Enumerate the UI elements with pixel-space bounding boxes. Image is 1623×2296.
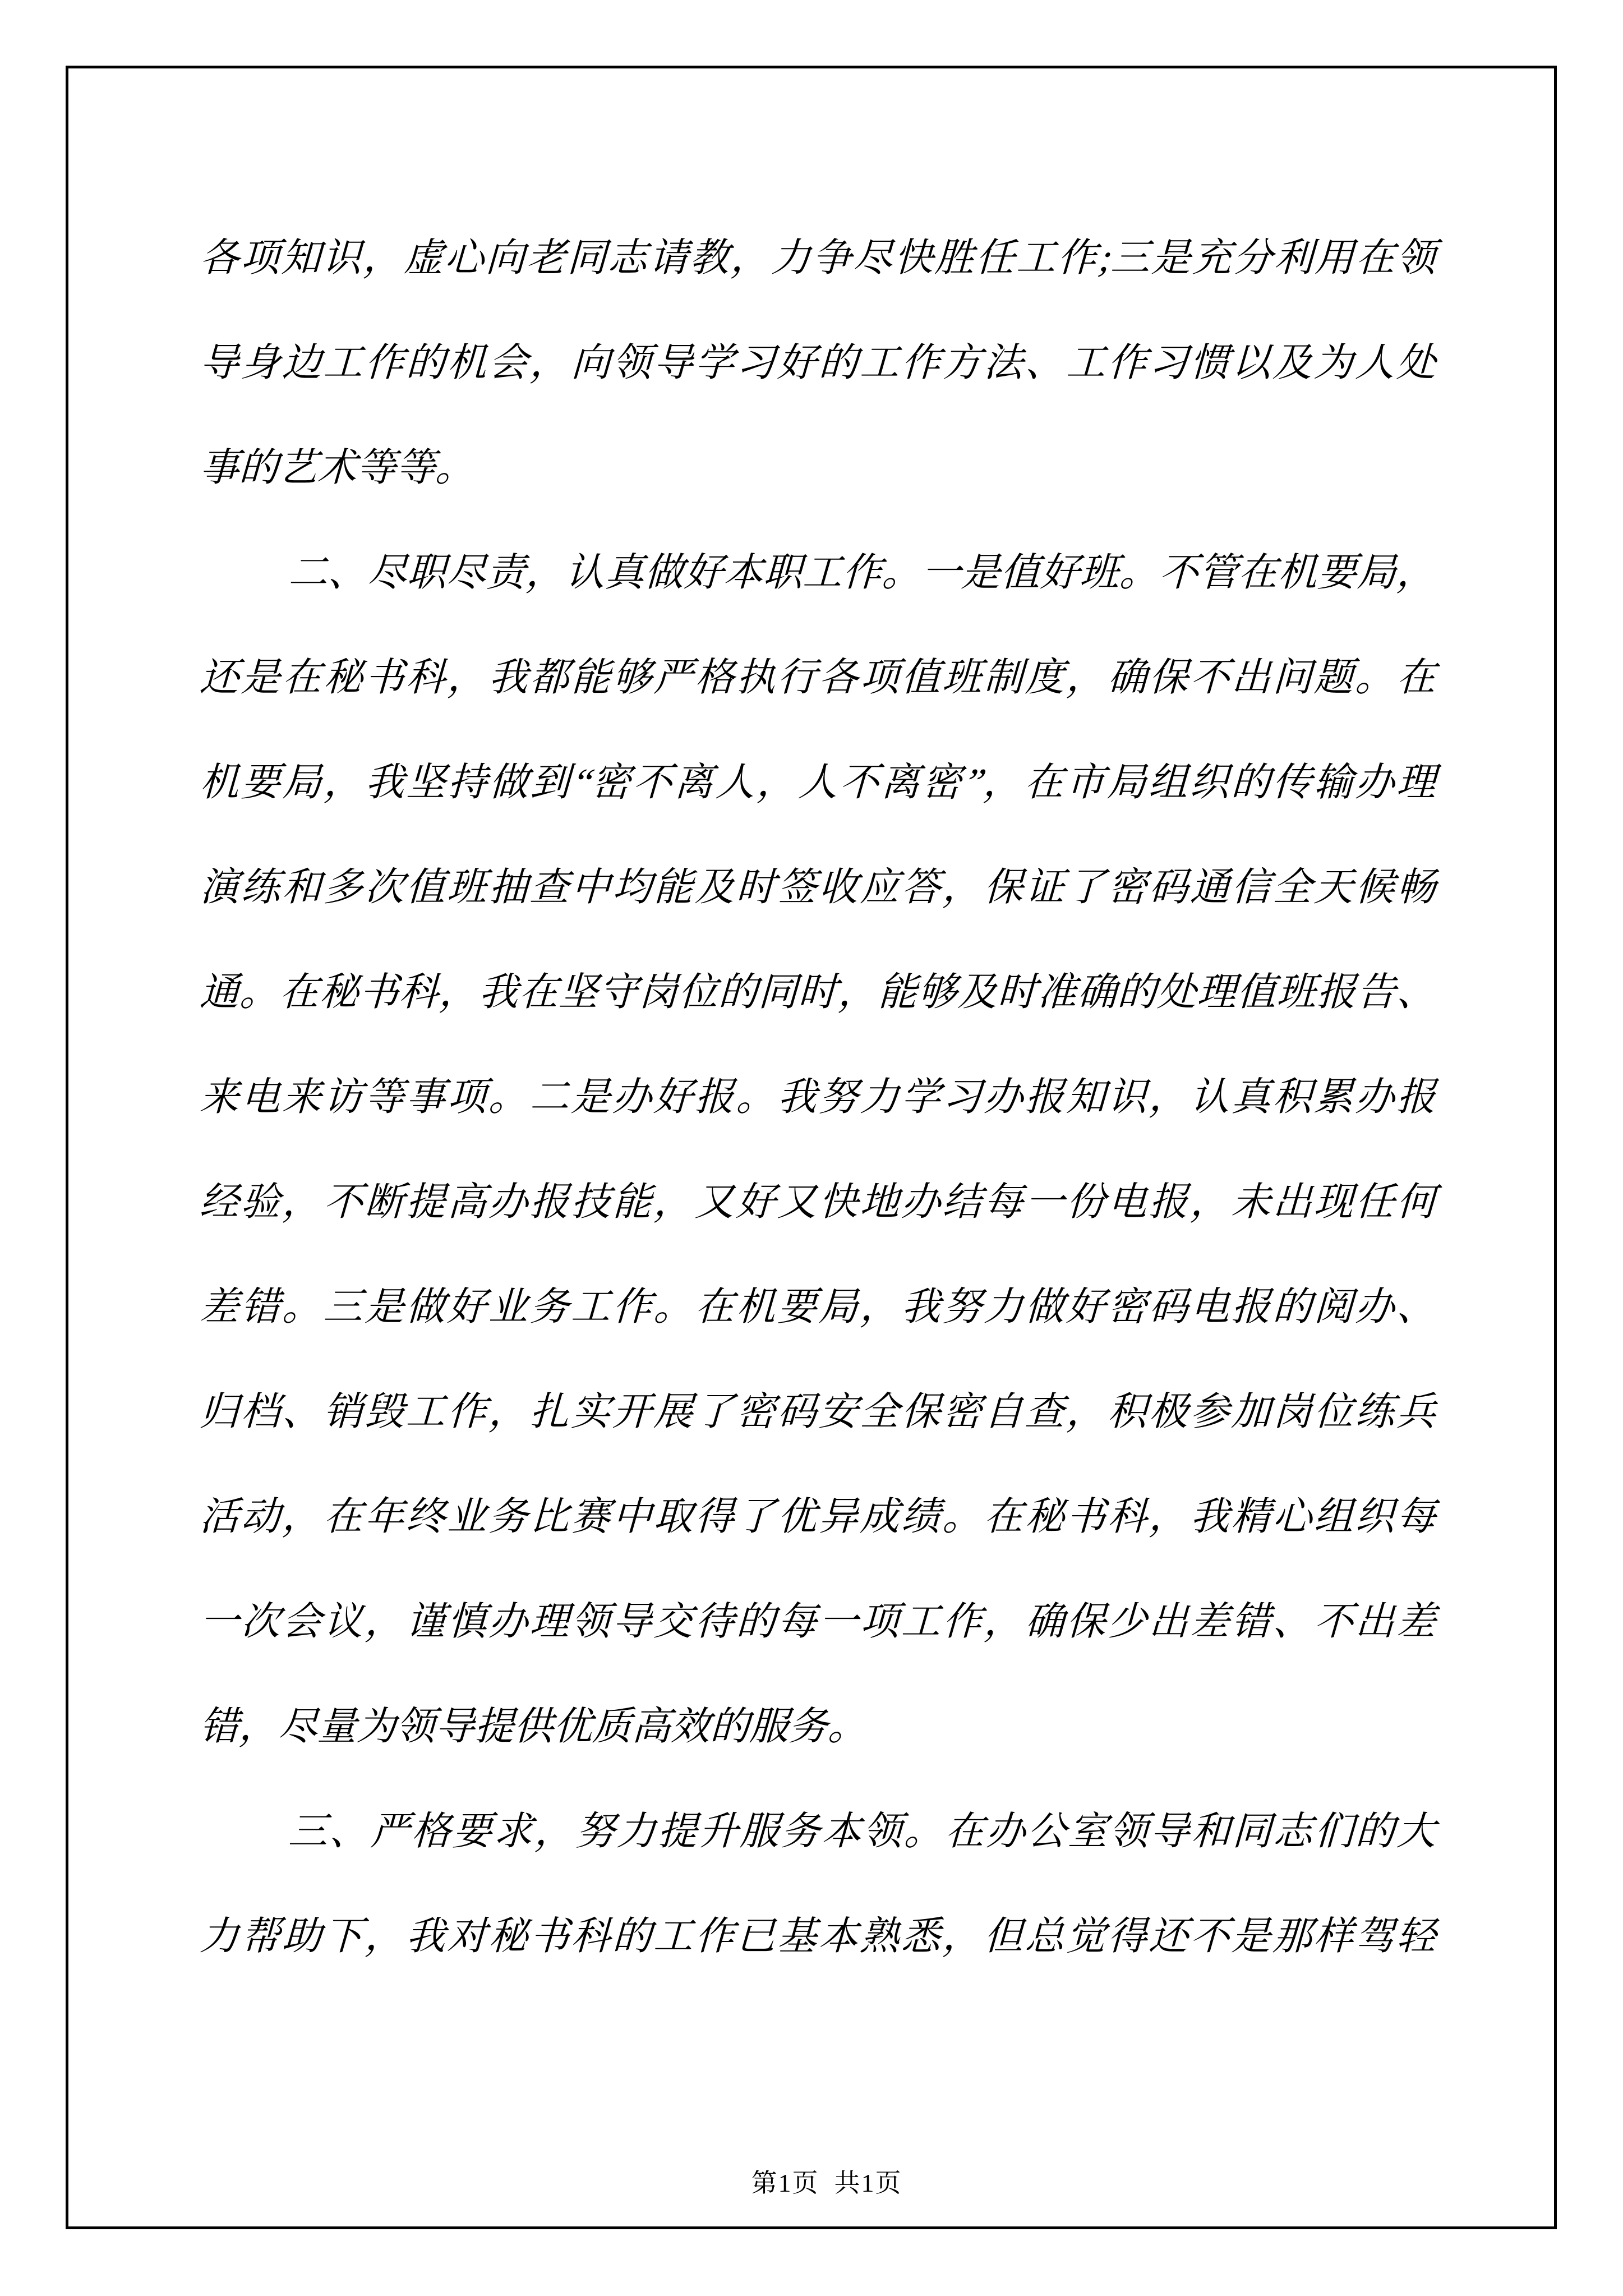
page-number: 第1页 共1页 (751, 2169, 902, 2197)
body-line: 一次会议，谨慎办理领导交待的每一项工作，确保少出差错、不出差 (196, 1600, 1445, 1644)
body-line: 经验，不断提高办报技能，又好又快地办结每一份电报，未出现任何 (196, 1181, 1445, 1224)
body-line: 错，尽量为领导提供优质高效的服务。 (196, 1705, 877, 1749)
body-line: 力帮助下，我对秘书科的工作已基本熟悉，但总觉得还不是那样驾轻 (196, 1915, 1445, 1958)
body-line: 通。在秘书科，我在坚守岗位的同时，能够及时准确的处理值班报告、 (196, 971, 1445, 1014)
body-line: 二、尽职尽责，认真做好本职工作。一是值好班。不管在机要局， (285, 551, 1445, 595)
body-line: 归档、销毁工作，扎实开展了密码安全保密自查，积极参加岗位练兵 (196, 1391, 1445, 1434)
body-line: 事的艺术等等。 (196, 447, 484, 490)
body-line: 差错。三是做好业务工作。在机要局，我努力做好密码电报的阅办、 (196, 1286, 1445, 1329)
body-line: 三、严格要求，努力提升服务本领。在办公室领导和同志们的大 (285, 1810, 1445, 1853)
body-line: 机要局，我坚持做到“密不离人，人不离密”，在市局组织的传输办理 (196, 761, 1445, 804)
body-line: 活动，在年终业务比赛中取得了优异成绩。在秘书科，我精心组织每 (196, 1496, 1445, 1539)
body-line: 导身边工作的机会，向领导学习好的工作方法、工作习惯以及为人处 (196, 342, 1445, 385)
body-line: 来电来访等事项。二是办好报。我努力学习办报知识，认真积累办报 (196, 1076, 1445, 1119)
body-line: 演练和多次值班抽查中均能及时签收应答，保证了密码通信全天候畅 (196, 866, 1445, 909)
page-footer (0, 2131, 1623, 2235)
body-line: 各项知识，虚心向老同志请教，力争尽快胜任工作;三是充分利用在领 (196, 237, 1445, 280)
body-line: 还是在秘书科，我都能够严格执行各项值班制度，确保不出问题。在 (196, 656, 1445, 700)
body-text (196, 206, 1445, 1989)
